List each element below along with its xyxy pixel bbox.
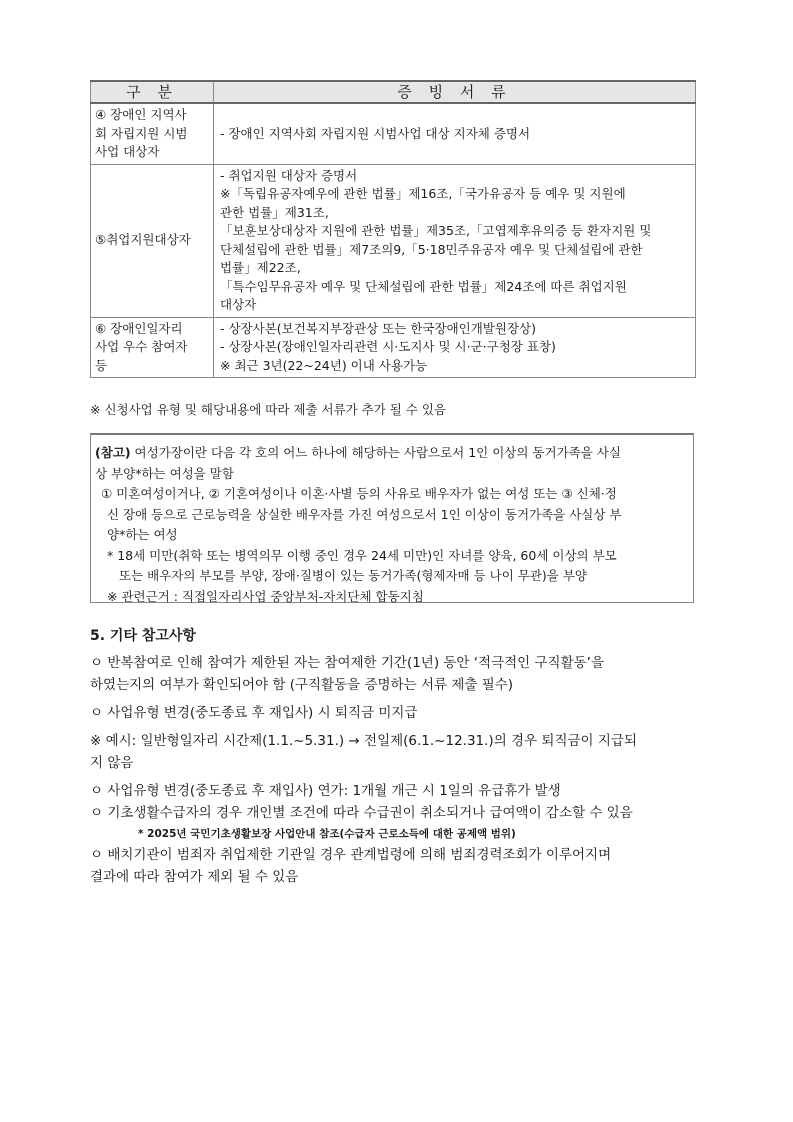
document-line: 「특수임무유공자 예우 및 단체설립에 관한 법률」제24조에 따른 취업지원 [220,278,627,294]
document-line: ※ 최근 3년(22~24년) 이내 사용가능 [220,357,428,373]
row-category [91,317,214,378]
note-line: ㅇ 사업유형 변경(중도종료 후 재입사) 연가: 1개월 개근 시 1일의 유급휴가 발생 [90,783,561,799]
table-footnote: ※ 신청사업 유형 및 해당내용에 따라 제출 서류가 추가 될 수 있음 [90,402,447,417]
header-documents: 증 빙 서 류 [214,81,696,103]
document-line: - 상장사본(장애인일자리관련 시·도지사 및 시·군·구청장 표창) [220,339,556,354]
document-line: - 상장사본(보건복지부장관상 또는 한국장애인개발원장상) [220,320,536,336]
category-line: 등 [95,357,108,373]
category-line: ⑤취업지원대상자 [95,232,191,248]
category-line: 사업 우수 참여자 [95,339,188,354]
document-line: 단체설립에 관한 법률」제7조의9,「5·18민주유공자 예우 및 단체설립에 관한 [220,241,643,257]
reference-line: 신 장애 등으로 근로능력을 상실한 배우자를 가진 여성으로서 1인 이상이 동거가족을 사실상 부 [107,506,622,522]
row-documents [214,317,696,378]
document-line: ※「독립유공자예우에 관한 법률」제16조,「국가유공자 등 예우 및 지원에 [220,186,626,201]
category-line: ④ 장애인 지역사 [95,107,187,122]
note-line: 결과에 따라 참여가 제외 될 수 있음 [90,869,299,885]
reference-box [90,433,694,603]
note-line: ㅇ 사업유형 변경(중도종료 후 재입사) 시 퇴직금 미지급 [90,705,418,721]
reference-line: 상 부양*하는 여성을 말함 [95,465,234,481]
note-line: ㅇ 기초생활수급자의 경우 개인별 조건에 따라 수급권이 취소되거나 급여액이 감소할 수 있음 [90,805,633,821]
table-row [91,164,696,317]
note-subline: * 2025년 국민기초생활보장 사업안내 참조(수급자 근로소득에 대한 공제액 범위) [138,828,516,840]
reference-line: ① 미혼여성이거나, ② 기혼여성이나 이혼·사별 등의 사유로 배우자가 없는 여성 또는 ③ 신체·정 [101,486,617,501]
note-line: ㅇ 반복참여로 인해 참여가 제한된 자는 참여제한 기간(1년) 동안 ‘적극적인 구직활동’을 [90,655,605,671]
table-header-row [91,81,696,103]
category-line: 회 자립지원 시범 [95,125,188,141]
document-line: 관한 법률」제31조, [220,204,329,220]
document-line: 법률」제22조, [220,260,301,275]
document-line: - 취업지원 대상자 증명서 [220,167,358,183]
reference-line [95,443,687,464]
reference-label: (참고) [95,445,131,460]
reference-text: 여성가장이란 다음 각 호의 어느 하나에 해당하는 사람으로서 1인 이상의 동거가족을 사실 [130,445,621,460]
reference-line: 양*하는 여성 [107,527,178,542]
category-line: ⑥ 장애인일자리 [95,320,183,336]
document-line: - 장애인 지역사회 자립지원 시범사업 대상 지자체 증명서 [220,125,531,141]
row-documents [214,164,696,317]
section-title: 5. 기타 참고사항 [90,628,196,644]
row-category [91,164,214,317]
note-line: 하였는지의 여부가 확인되어야 함 (구직활동을 증명하는 서류 제출 필수) [90,677,514,693]
note-line: ※ 예시: 일반형일자리 시간제(1.1.~5.31.) → 전일제(6.1.~12.31.)의 경우 퇴직금이 지급되 [90,733,637,749]
note-line: ㅇ 배치기관이 범죄자 취업제한 기관일 경우 관계법령에 의해 범죄경력조회가 이루어지며 [90,847,612,863]
evidence-documents-table [90,80,696,378]
note-line: 지 않음 [90,755,134,771]
reference-line: 또는 배우자의 부모를 부양, 장애·질병이 있는 동거가족(형제자매 등 나이 무관)을 부양 [119,568,587,583]
document-line: 대상자 [220,297,257,312]
row-documents [214,103,696,164]
row-category [91,103,214,164]
header-category: 구 분 [91,81,214,103]
table-row [91,103,696,164]
reference-line: ※ 관련근거 : 직접일자리사업 중앙부처-자치단체 합동지침 [107,588,424,604]
category-line: 사업 대상자 [95,144,160,159]
document-line: 「보훈보상대상자 지원에 관한 법률」제35조,「고엽제후유의증 등 환자지원 및 [220,223,652,238]
notes-section [90,652,700,888]
table-row [91,317,696,378]
reference-line: * 18세 미만(취학 또는 병역의무 이행 중인 경우 24세 미만)인 자녀를 양육, 60세 이상의 부모 [107,547,617,563]
